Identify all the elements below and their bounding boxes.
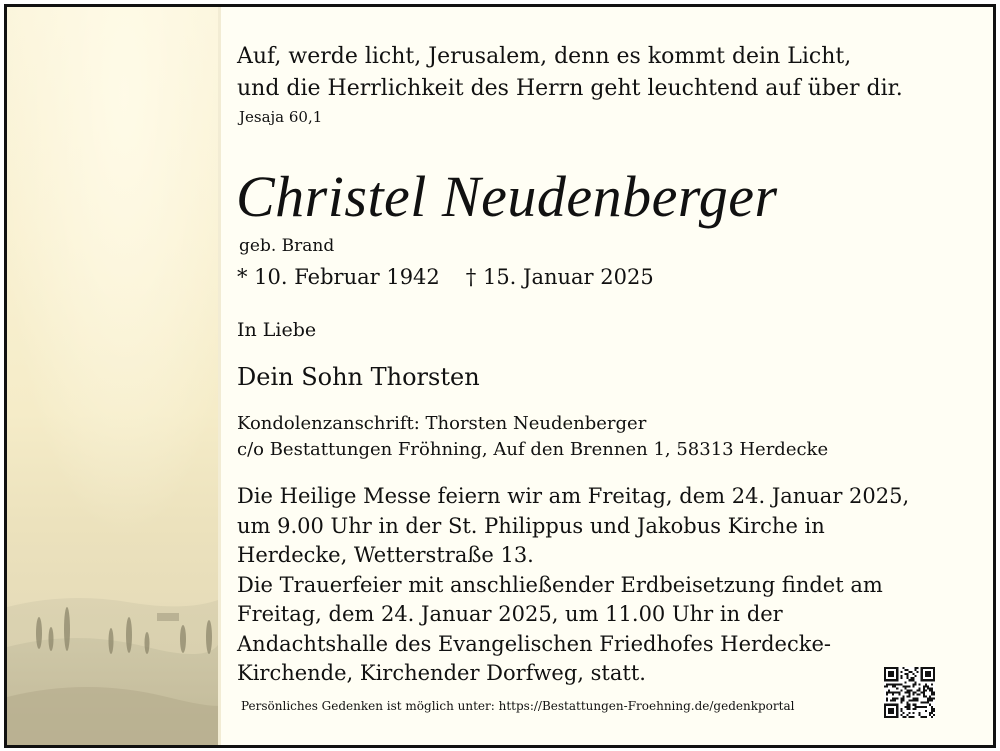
condolence-line-2: c/o Bestattungen Fröhning, Auf den Brennen 1, 58313 Herdecke	[237, 439, 829, 460]
service-line: Die Heilige Messe feiern wir am Freitag, dem 24. Januar 2025,	[237, 484, 910, 508]
qr-code-icon[interactable]	[884, 667, 935, 718]
obituary-card	[4, 4, 996, 748]
maiden-name: geb. Brand	[239, 236, 335, 256]
life-dates	[237, 265, 654, 289]
obituary-text	[7, 7, 993, 745]
condolence-line-1: Kondolenzanschrift: Thorsten Neudenberger	[237, 413, 647, 434]
service-line: Kirchende, Kirchender Dorfweg, statt.	[237, 661, 646, 685]
service-line: Freitag, dem 24. Januar 2025, um 11.00 Uhr in der	[237, 602, 783, 626]
verse-reference: Jesaja 60,1	[239, 108, 323, 126]
service-line: Andachtshalle des Evangelischen Friedhofes Herdecke-	[237, 631, 831, 656]
condolence-address	[237, 411, 828, 463]
service-details	[237, 482, 909, 689]
memorial-link-text: Persönliches Gedenken ist möglich unter: https://Bestattungen-Froehning.de/gedenkportal	[241, 699, 795, 713]
deceased-name: Christel Neudenberger	[236, 164, 778, 229]
mourners-intro: In Liebe	[237, 319, 317, 341]
death-date: † 15. Januar 2025	[465, 265, 654, 289]
birth-date: * 10. Februar 1942	[237, 265, 440, 289]
service-line: Herdecke, Wetterstraße 13.	[237, 543, 534, 567]
mourners-name: Dein Sohn Thorsten	[237, 363, 480, 391]
bible-verse	[237, 41, 903, 105]
service-line: um 9.00 Uhr in der St. Philippus und Jakobus Kirche in	[237, 513, 825, 538]
verse-line-1: Auf, werde licht, Jerusalem, denn es kommt dein Licht,	[237, 44, 852, 69]
verse-line-2: und die Herrlichkeit des Herrn geht leuchtend auf über dir.	[237, 76, 903, 101]
service-line: Die Trauerfeier mit anschließender Erdbeisetzung findet am	[237, 572, 883, 597]
